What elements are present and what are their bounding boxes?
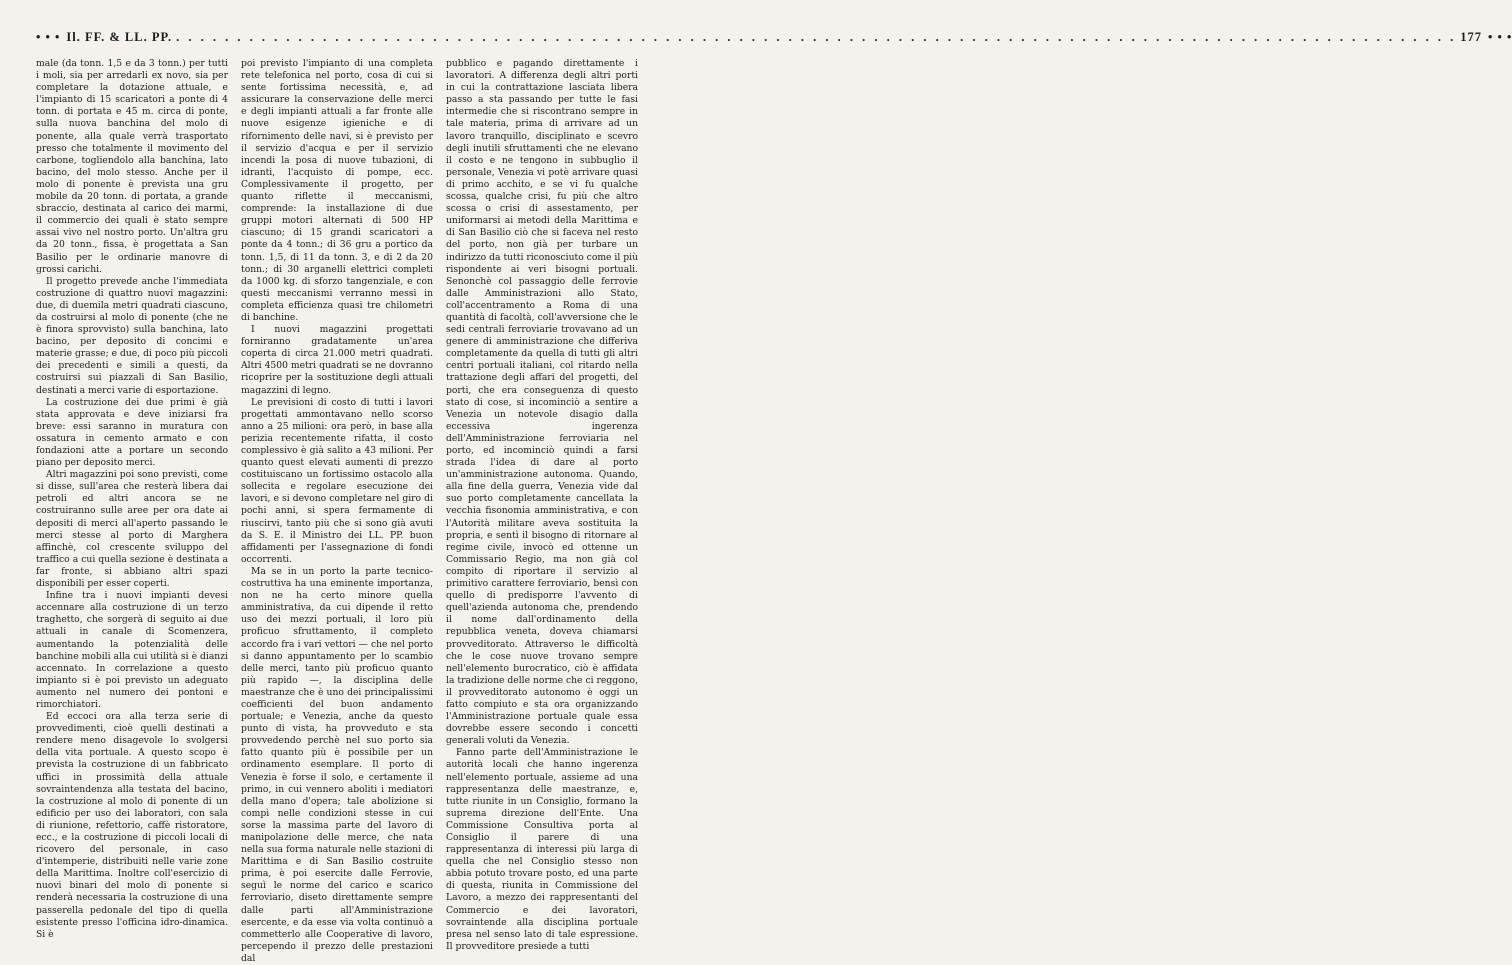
paragraph: Fanno parte dell'Amministrazione le autorità locali che hanno ingerenza nell'elemento portuale, assieme ad una rappresentanza delle maestranze, e, tutte riunite in un Consiglio, formano la suprema direzione dell'Ente. Una Commissione Consultiva porta al Consiglio il parere di una rappresentanza di interessi più larga di quella che nel Consiglio stesso non abbia potuto trovare posto, ed una parte di questa, riunita in Commissione del Lavoro, a mezzo dei rappresentanti del Commercio e dei lavoratori, sovraintende alla disciplina portuale presa nel senso lato di tale espressione. Il provveditore presiede a tutti <box>446 747 638 952</box>
text-columns <box>36 58 638 964</box>
paragraph: poi previsto l'impianto di una completa rete telefonica nel porto, cosa di cui si sente fortissima necessità, e, ad assicurare la conservazione delle merci e degli impianti attuali a far fronte alle nuove esigenze igieniche e di rifornimento delle navi, si è previsto per il servizio d'acqua e per il servizio incendi la posa di nuove tubazioni, di idranti, l'acquisto di pompe, ecc. Complessivamente il progetto, per quanto riflette il meccanismi, comprende: la installazione di due gruppi motori alternati di 500 HP ciascuno; di 15 grandi scaricatori a ponte da 4 tonn.; di 36 gru a portico da tonn. 1,5, di 11 da tonn. 3, e di 2 da 20 tonn.; di 30 arganelli elettrici completi da 1000 kg. di sforzo tangenziale, e con questi meccanismi verranno messi in completa efficienza quasi tre chilometri di banchine. <box>241 58 433 323</box>
header-title: Il. FF. & LL. PP. <box>66 29 173 44</box>
paragraph: male (da tonn. 1,5 e da 3 tonn.) per tutti i moli, sia per arredarli ex novo, sia per completare la dotazione attuale, e l'impianto di 15 scaricatori a ponte di 4 tonn. di portata e 45 m. circa di ponte, sulla nuova banchina del molo di ponente, alla quale verrà trasportato presso che totalmente il movimento del carbone, togliendolo alla banchina, lato bacino, del molo stesso. Anche per il molo di ponente è prevista una gru mobile da 20 tonn. di portata, a grande sbraccio, destinata al carico dei marmi, il commercio dei quali è stato sempre assai vivo nel nostro porto. Un'altra gru da 20 tonn., fissa, è progettata a San Basilio per le ordinarie manovre di grossi carichi. <box>36 58 228 275</box>
column-1 <box>36 58 228 940</box>
column-3 <box>446 58 638 952</box>
paragraph: Infine tra i nuovi impianti devesi accennare alla costruzione di un terzo traghetto, che sorgerà di seguito ai due attuali in canale di Scomenzera, aumentando la potenzialità delle banchine mobili alla cui utilità si è dianzi accennato. In correlazione a questo impianto si è poi previsto un adeguato aumento nel numero dei pontoni e rimorchiatori. <box>36 590 228 710</box>
column-2 <box>241 58 433 964</box>
paragraph: Le previsioni di costo di tutti i lavori progettati ammontavano nello scorso anno a 25 milioni: ora però, in base alla perizia recentemente rifatta, il costo complessivo è già salito a 43 milioni. Per quanto quest elevati aumenti di prezzo costituiscano un fortissimo ostacolo alla sollecita e regolare esecuzione dei lavori, e si devono completare nel giro di pochi anni, si spera fermamente di riuscirvi, tanto più che si sono già avuti da S. E. il Ministro dei LL. PP. buon affidamenti per l'assegnazione di fondi occorrenti. <box>241 396 433 565</box>
page-number: 177 <box>1460 29 1482 44</box>
paragraph: Ed eccoci ora alla terza serie di provvedimenti, cioè quelli destinati a rendere meno disagevole lo svolgersi della vita portuale. A questo scopo è prevista la costruzione di un fabbricato uffici in prossimità della attuale sovraintendenza alla testata del bacino, la costruzione al molo di ponente di un edificio per uso dei laboratori, con sala di riunione, refettorio, caffè ristoratore, ecc., e la costruzione di piccoli locali di ricovero del personale, in caso d'intemperie, distribuiti nelle varie zone della Marittima. Inoltre coll'esercizio di nuovi binari del molo di ponente si renderà necessaria la costruzione di una passerella pedonale del tipo di quella esistente presso l'officina idro-dinamica. Si è <box>36 711 228 940</box>
running-header <box>36 28 1512 46</box>
header-dots-right: • • • <box>1487 29 1512 44</box>
paragraph: La costruzione dei due primi è già stata approvata e deve iniziarsi fra breve: essi saranno in muratura con ossatura in cemento armato e con fondazioni atte a portare un secondo piano per deposito merci. <box>36 396 228 469</box>
paragraph: Altri magazzini poi sono previsti, come si disse, sull'area che resterà libera dai petroli ed altri ancora se ne costruiranno sulle aree per ora date ai depositi di merci all'aperto passando le merci stesse al porto di Marghera affinchè, col crescente sviluppo del traffico a cui quella sezione è destinata a far fronte, si abbiano altri spazi disponibili per esser coperti. <box>36 469 228 590</box>
paragraph: Il progetto prevede anche l'immediata costruzione di quattro nuovi magazzini: due, di duemila metri quadrati ciascuno, da costruirsi al molo di ponente (che ne è finora sprovvisto) sulla banchina, lato bacino, per deposito di concimi e materie grasse; e due, di poco più piccoli dei precedenti e simili a questi, da costruirsi sui piazzali di San Basilio, destinati a merci varie di esportazione. <box>36 275 228 396</box>
header-dot-leader <box>176 30 1456 45</box>
paragraph: pubblico e pagando direttamente i lavoratori. A differenza degli altri porti in cui la contrattazione lasciata libera passo a sta passando per tutte le fasi intermedie che si riscontrano sempre in tale materia, prima di arrivare ad un lavoro tranquillo, disciplinato e scevro degli inutili sfruttamenti che ne elevano il costo e ne tengono in subbuglio il personale, Venezia vi potè arrivare quasi di primo acchito, e se vi fu qualche scossa, qualche crisi, fu più che altro scossa o crisi di assestamento, per uniformarsi ai metodi della Marittima e di San Basilio ciò che si faceva nel resto del porto, non già per turbare un indirizzo da tutti riconosciuto come il più rispondente ai veri bisogni portuali. Senonchè col passaggio delle ferrovie dalle Amministrazioni allo Stato, coll'accentramento a Roma di una quantità di facoltà, coll'avversione che le sedi centrali ferroviarie trovavano ad un genere di amministrazione che differiva completamente da quella di tutti gli altri centri portuali italiani, col ritardo nella trattazione degli affari del progetti, del porti, che era conseguenza di questo stato di cose, si incominciò a sentire a Venezia un notevole disagio dalla eccessiva ingerenza dell'Amministrazione ferroviaria nel porto, ed incominciò quindi a farsi strada l'idea di dare al porto un'amministrazione autonoma. Quando, alla fine della guerra, Venezia vide dal suo porto completamente cancellata la vecchia fisonomia amministrativa, e con l'Autorità militare aveva sostituita la propria, e sentì il bisogno di ritornare al regime civile, invocò ed ottenne un Commissario Regio, ma non già col compito di riportare il servizio al primitivo carattere ferroviario, bensì con quello di predisporre l'avvento di quell'azienda autonoma che, prendendo il nome dall'ordinamento della repubblica veneta, doveva chiamarsi provveditorato. Attraverso le difficoltà che le cose nuove trovano sempre nell'elemento burocratico, ciò è affidata la tradizione delle norme che ci reggono, il provveditorato autonomo è oggi un fatto compiuto e sta ora organizzando l'Amministrazione portuale quale essa dovrebbe essere secondo i concetti generali voluti da Venezia. <box>446 58 638 747</box>
paragraph: Ma se in un porto la parte tecnico-costruttiva ha una eminente importanza, non ne ha certo minore quella amministrativa, da cui dipende il retto uso dei mezzi portuali, il loro più proficuo sfruttamento, il completo accordo fra i vari vettori — che nel porto si danno appuntamento per lo scambio delle merci, tanto più proficuo quanto più rapido —, la disciplina delle maestranze che è uno dei principalissimi coefficienti del buon andamento portuale; e Venezia, anche da questo punto di vista, ha provveduto e sta provvedendo perchè nel suo porto sia fatto quanto più è possibile per un ordinamento esemplare. Il porto di Venezia è forse il solo, e certamente il primo, in cui vennero aboliti i mediatori della mano d'opera; tale abolizione si compì nelle condizioni stesse in cui sorse la massima parte del lavoro di manipolazione delle merce, che nata nella sua forma naturale nelle stazioni di Marittima e di San Basilio costruite prima, è poi esercite dalle Ferrovie, seguì le norme del carico e scarico ferroviario, diseto direttamente sempre dalle parti all'Amministrazione esercente, e da esse via volta continuò a commetterlo alle Cooperative di lavoro, percependo il prezzo delle prestazioni dal <box>241 565 433 964</box>
header-dots-left: • • • <box>36 29 61 44</box>
paragraph: I nuovi magazzini progettati forniranno gradatamente un'area coperta di circa 21.000 metri quadrati. Altri 4500 metri quadrati se ne dovranno ricoprire per la sostituzione degli attuali magazzini di legno. <box>241 324 433 396</box>
